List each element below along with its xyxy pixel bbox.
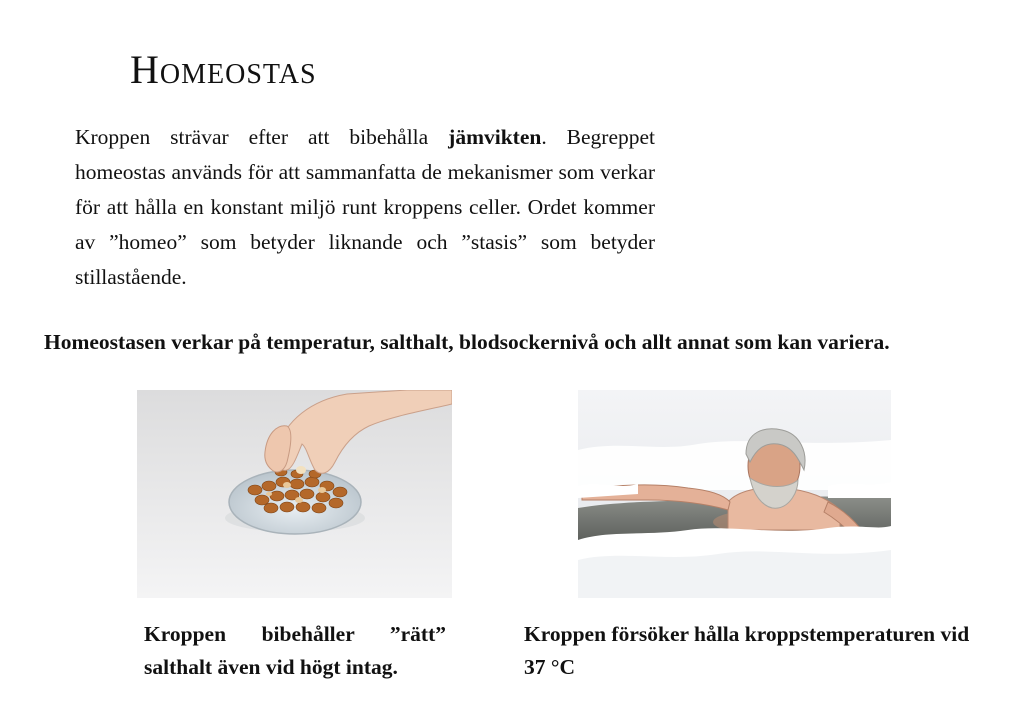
summary-statement: Homeostasen verkar på temperatur, salthalt, blodsockernivå och allt annat som kan variera. (44, 330, 890, 354)
nuts-photo (137, 390, 452, 598)
page-title: Homeostas (130, 47, 317, 92)
nuts-caption: Kroppen bibehåller ”rätt” salthalt även vid högt intag. (144, 622, 446, 679)
intro-text-start: Kroppen strävar efter att bibehålla (75, 125, 449, 149)
intro-paragraph (75, 120, 655, 295)
intro-text-end: . Begreppet homeostas används för att sammanfatta de mekanismer som verkar för att hålla en konstant miljö runt kroppens celler. Ordet kommer av ”homeo” som betyder liknande och ”stasis” som betyder stillastående. (75, 125, 656, 289)
intro-highlight: jämvikten (448, 125, 542, 149)
ice-bath-caption: Kroppen försöker hålla kroppstemperaturen vid 37 °C (524, 622, 970, 679)
ice-bath-photo (578, 390, 891, 598)
man-in-ice-hole-illustration (578, 390, 891, 598)
hand-taking-nuts-illustration (137, 390, 452, 598)
